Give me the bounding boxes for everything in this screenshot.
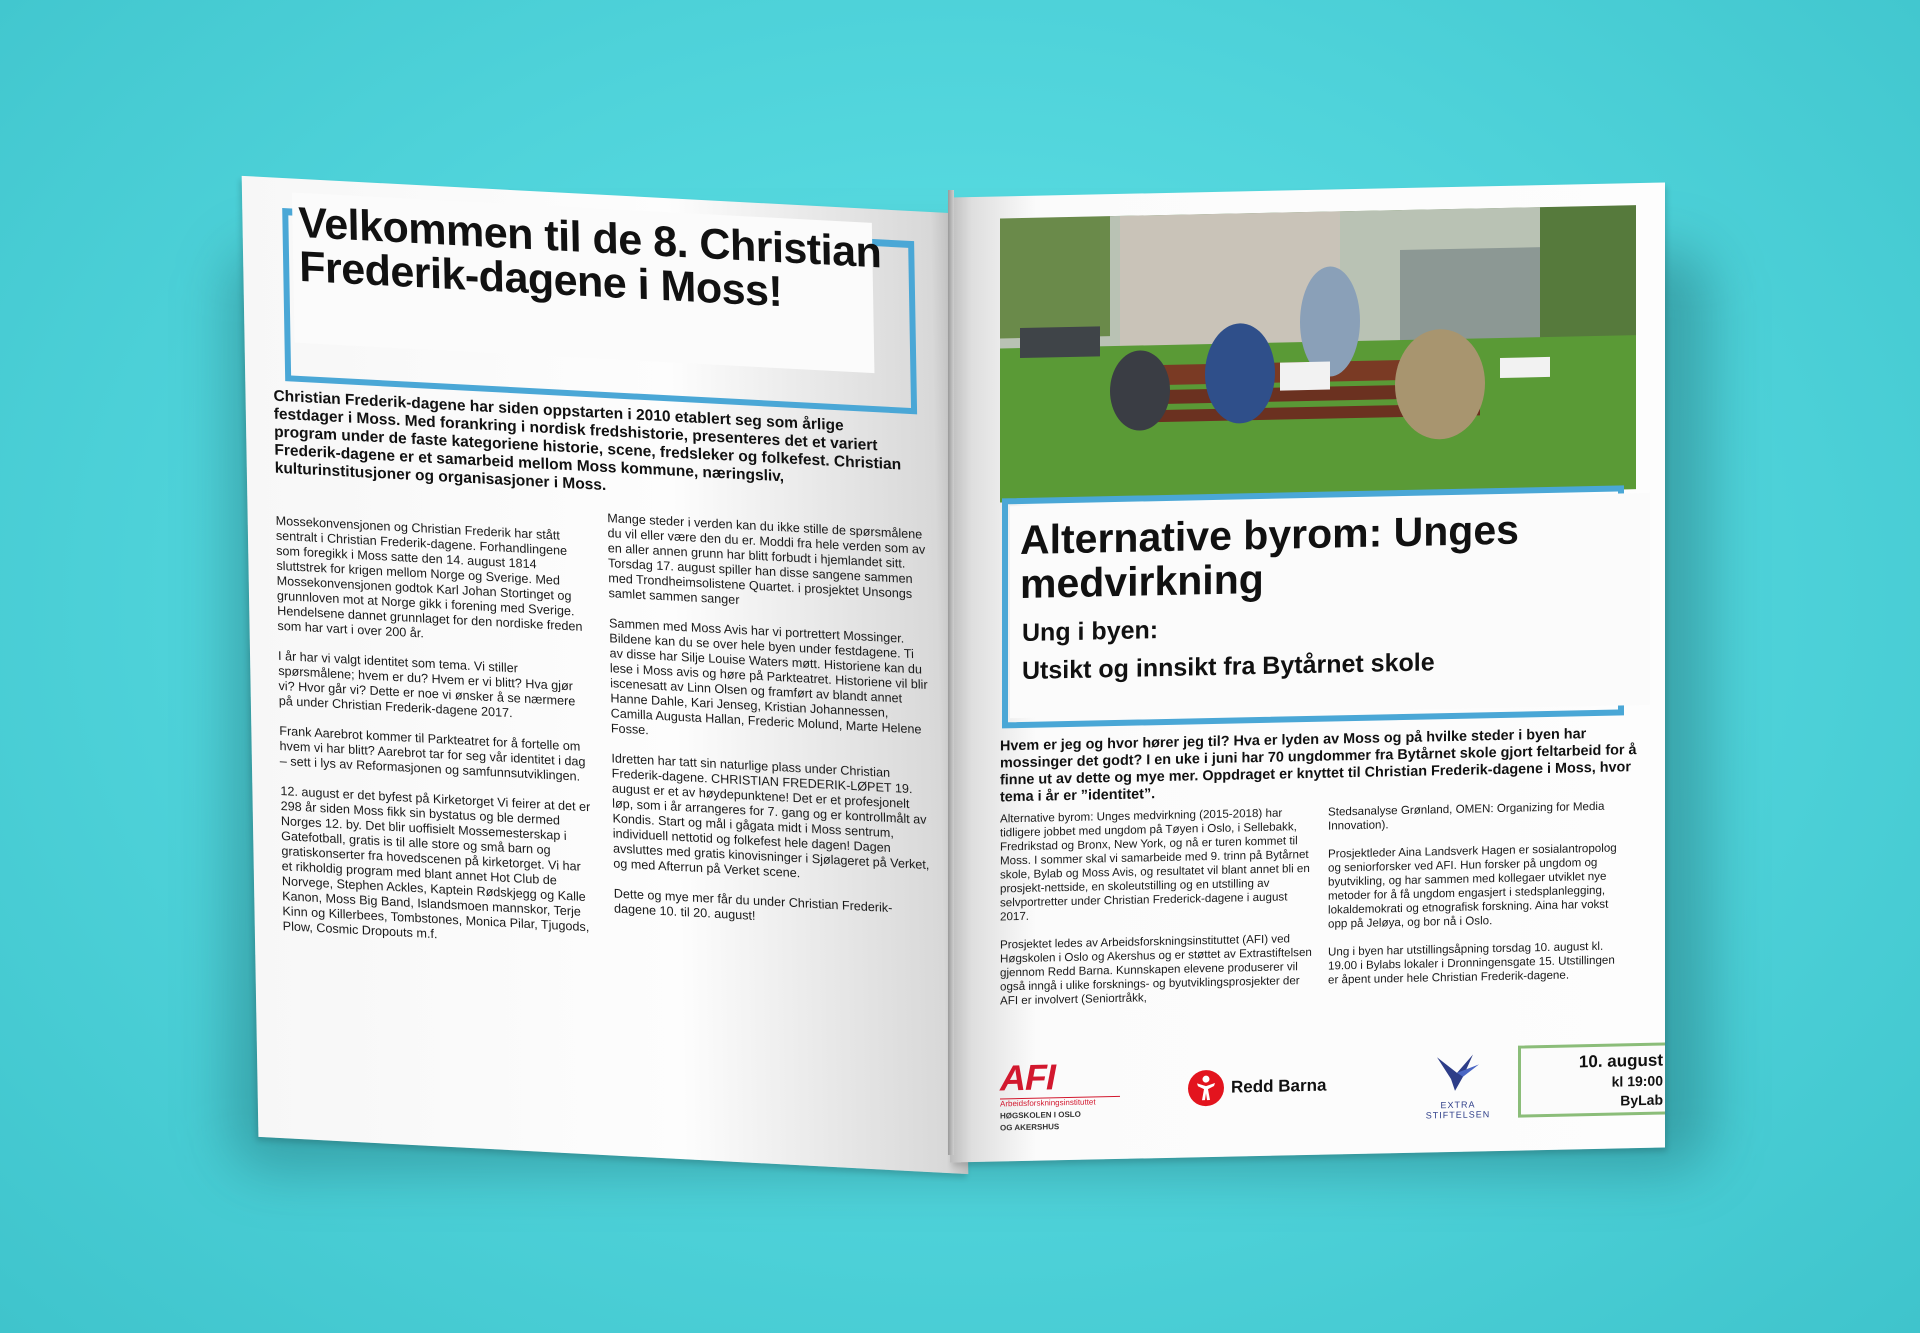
paragraph: Sammen med Moss Avis har vi portrettert Mossinger. Bildene kan du se over hele byen under festdagene. Ti av disse har Silje Louise Waters møtt. Historiene kan du lese i Moss avis og høre på Parkteatret. Historiene vil blir iscenesatt av Linn Olsen og framført av blandt annet Hanne Dahle, Kari Jenseg, Kristian Johannessen, Camilla Augusta Hallan, Frederic Molund, Marte Helene Fosse. (608, 616, 928, 738)
extra-label-2: STIFTELSEN (1425, 1109, 1491, 1121)
left-column-2 (607, 511, 932, 948)
afi-school-line-1: HØGSKOLEN I OSLO (1000, 1109, 1081, 1121)
afi-logo-mark: AFI (1000, 1056, 1055, 1099)
redd-barna-label: Redd Barna (1231, 1075, 1327, 1097)
paragraph: Prosjektleder Aina Landsverk Hagen er sosialantropolog og seniorforsker ved AFI. Hun forsker på ungdom og byutvikling, og har sammen med kollegaer utviklet nye metoder for å få ungdom engasjert i stedsplanlegging, lokaldemokrati og etnografisk forskning. Aina har vokst opp på Jeløya, og bor nå i Oslo. (1328, 841, 1617, 931)
left-page-lead: Christian Frederik-dagene har siden oppstarten i 2010 etablert seg som årlige festdager i Moss. Med forankring i nordisk fredshistorie, presenteres det et variert program under de faste kategoriene historie, scene, fredsleker og folkefest. Christian Frederik-dagene er et samarbeid mellom Moss kommune, næringsliv, kulturinstitusjoner og organisasjoner i Moss. (273, 387, 902, 495)
paragraph: Mossekonvensjonen og Christian Frederik har stått sentralt i Christian Frederik-dagene. Forhandlingene som foregikk i Moss satte den 14. august 1814 sluttstrek for krigen mellom Norge og Sverige. Med Mossekonvensjonen godtok Karl Johan Stortinget og grunnloven mot at Norge gikk i forening med Sverige. Hendelsene dannet grunnlaget for den nordiske freden som har vart i over 200 år. (275, 513, 583, 641)
paragraph: Stedsanalyse Grønland, OMEN: Organizing for Media Innovation). (1328, 799, 1605, 833)
bird-icon (1433, 1050, 1483, 1095)
afi-school-line-2: OG AKERSHUS (1000, 1122, 1060, 1133)
left-column-1 (276, 514, 594, 966)
sponsor-logos (1000, 1043, 1663, 1136)
extrastiftelsen-logo (1418, 1050, 1498, 1121)
paragraph: Alternative byrom: Unges medvirkning (2015-2018) har tidligere jobbet med ungdom på Tøyen i Oslo, i Sellebakk, Fredrikstad og Bronx, New York, og nå er turen kommet til Moss. I sommer skal vi samarbeide med 9. trinn på Bytårnet skole, Bylab og Moss Avis, og resultatet vil blant annet bli en prosjekt-nettside, en skoleutstilling og en utstilling av selvportretter under Christian Frederick-dagene i august 2017. (1000, 806, 1310, 924)
paragraph: Prosjektet ledes av Arbeidsforskningsinstituttet (AFI) ved Høgskolen i Oslo og Akershus og er støttet av Extrastiftelsen gjennom Redd Barna. Kunnskapen elevene produserer vil også inngå i ulike forsknings- og byutviklingsprosjekter der AFI er involvert (Seniortråkk, (1000, 932, 1312, 1008)
right-column-1 (1000, 806, 1315, 1023)
redd-barna-icon (1188, 1070, 1224, 1107)
paragraph: Mange steder i verden kan du ikke stille de spørsmålene du vil eller være den du er. Moddi fra hele verden som av en aller annen grunn har blitt forbudt i hjemlandet sitt. Torsdag 17. august spiller han disse sangene sammen med Trondheimsolistene Quartet. i prosjektet Unsongs samlet sammen sanger (607, 511, 926, 608)
subtitle-line-1: Ung i byen: (1022, 616, 1159, 647)
event-time: kl 19:00 (1611, 1072, 1663, 1090)
event-place: ByLab (1620, 1091, 1663, 1109)
students-photo (1000, 205, 1636, 502)
right-page (950, 183, 1665, 1163)
left-page (242, 176, 969, 1174)
paragraph: Frank Aarebrot kommer til Parkteatret for å fortelle om hvem vi har blitt? Aarebrot tar for seg vår identitet i dag – sett i lys av Reformasjonen og samfunnsutviklingen. (279, 723, 586, 784)
right-column-2 (1328, 799, 1628, 1001)
right-page-title: Alternative byrom: Unges medvirkning (1020, 506, 1519, 608)
photo-illustration (1000, 205, 1636, 502)
right-page-lead: Hvem er jeg og hvor hører jeg til? Hva er lyden av Moss og på hvilke steder i byen har mossinger det godt? I en uke i juni har 70 ungdommer fra Bytårnet skole gjort feltarbeid for å finne ut av dette og mye mer. Oppdraget er knyttet til Christian Frederik-dagene i Moss, hvor tema i år er ”identitet”. (1000, 726, 1637, 806)
redd-barna-logo (1188, 1068, 1326, 1107)
subtitle-line-2: Utsikt og innsikt fra Bytårnet skole (1022, 648, 1435, 685)
paragraph: 12. august er det byfest på Kirketorget Vi feirer at det er 298 år siden Moss fikk sin bystatus og ble dermed Norges 12. by. Det blir uoffisielt Mossemesterskap i Gatefotball, gratis is til alle store og små barn og gratiskonserter fra hovedscenen på kirketorget. Vi har et rikholdig program med blant annet Hot Club de Norvege, Stephen Ackles, Kaptein Rødskjegg og Kalle Kanon, Moss Big Band, Islandsmoen mannskor, Terje Kinn og Killerbees, Tombstones, Monica Pilar, Tjugods, Plow, Cosmic Dropouts m.f. (280, 783, 591, 942)
event-date: 10. august (1578, 1050, 1663, 1072)
paragraph: Idretten har tatt sin naturlige plass under Christian Frederik-dagene. CHRISTIAN FREDERIK-LØPET 19. august er et av høydepunktene! Det er et profesjonelt løp, som i år arrangeres for 7. gang og er kontrollmålt av Kondis. Start og mål i gågata midt i Moss sentrum, individuell nettotid og folkefest hele dagen! Dagen avsluttes med gratis kinovisninger i Sjølageret på Verket, og med Afterrun på Verket scene. (611, 751, 930, 881)
event-info-box (1518, 1042, 1665, 1117)
paragraph: Ung i byen har utstillingsåpning torsdag 10. august kl. 19.00 i Bylabs lokaler i Dronningensgate 15. Utstillingen er åpent under hele Christian Frederik-dagene. (1328, 939, 1615, 987)
afi-logo-name: Arbeidsforskningsinstituttet (1000, 1096, 1120, 1109)
afi-logo (1000, 1058, 1130, 1133)
paragraph: Dette og mye mer får du under Christian Frederik-dagene 10. til 20. august! (613, 886, 893, 923)
right-page-subtitle (1022, 601, 1642, 690)
paragraph: I år har vi valgt identitet som tema. Vi stiller spørsmålene; hvem er du? Hvem er vi blitt? Hva gjør vi? Hvor går vi? Dette er noe vi ønsker å se nærmere på under Christian Frederik-dagene 2017. (277, 648, 576, 721)
left-page-title: Velkommen til de 8. Christian Frederik-dagene i Moss! (298, 198, 882, 317)
magazine-spine (948, 190, 954, 1155)
extra-label-1: EXTRA (1440, 1099, 1476, 1111)
